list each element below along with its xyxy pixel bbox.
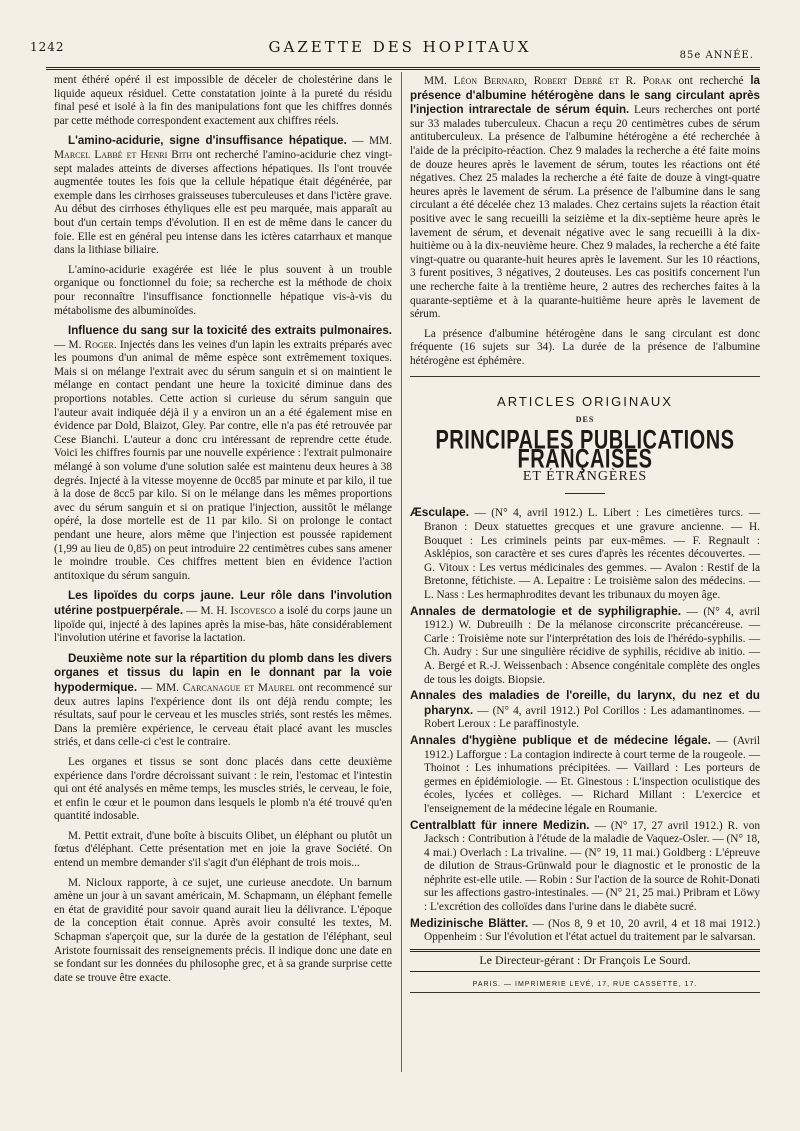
publication-contents: — (Nos 8, 9 et 10, 20 avril, 4 et 18 mai 1912.) Oppenheim : Sur l'évolution et l'état actuel du traitement par le salvarsan. <box>424 917 760 944</box>
paragraph: M. Pettit extrait, d'une boîte à biscuits Olibet, un éléphant ou plutôt un fœtus d'éléphant. Cette présentation met en joie la grave Société. On entend un membre demander s'il s'agit d'un éléphant de trois mois... <box>54 829 392 870</box>
article-amino-acidurie: L'amino-acidurie, signe d'insuffisance hépatique. — MM. Marcel Labbé et Henri Bith ont recherché l'amino-acidurie chez vingt-sept malades atteints de diverses affections hépatiques. Ils l'ont trouvée augmentée toutes les fois que la cellule hépatique était dégénérée, par exemple dans les cirrhoses graisseuses tuberculeuses et dans l'ictère grave. Au début des cirrhoses éthyliques elle est peu marquée, mais apparaît au bout d'un certain temps d'évolution. Il en est de même dans le cancer du foie. Elle est en général peu intense dans les ictères catarrhaux et manque dans la lithiase biliaire. <box>54 134 392 257</box>
section-des: DES <box>575 415 595 425</box>
article-text: ont recherché <box>671 75 751 87</box>
paragraph: ment éthéré opéré il est impossible de déceler de cholestérine dans le liquide aqueux résiduel. Cette constatation jointe à la pureté du résidu final pesé et isolé à la fin des manipulations font que les chiffres donnés par cette méthode correspondent exactement aux chiffres réels. <box>54 74 392 127</box>
article-authors: MM. Léon Bernard, Robert Debré et R. Porak <box>424 75 672 87</box>
publication-contents: — (Avril 1912.) Lafforgue : La contagion indirecte à court terme de la rougeole. — Thoinot : Les inhumations précipitées. — Vaillard : Les porteurs de germes en épidémiologie. — Et. Ginestous : L'inspection oculistique des écoles, lycées et collèges. — Richard Millant : L'exercice et l'enseignement de la médecine légale en Roumanie. <box>424 734 760 815</box>
publication-title: Medizinische Blätter. <box>410 915 529 930</box>
publication-list <box>410 506 760 944</box>
publication-contents: — (N° 4, avril 1912.) W. Dubreuilh : De la mélanose circonscrite précancéreuse. — Carle : Troisième note sur l'interprétation des lois de l'hérédo-syphilis. — Ch. Audry : Sur une singulière récidive de syphilis, récidive ab initio. — A. Bergé et R.-J. Weissenbach : Absence congénitale complète des ongles de tous les doigts. Biopsie. <box>424 605 760 686</box>
article-text: ont recommencé sur deux autres lapins l'expérience dont ils ont déjà rendu compte; les résultats, sauf pour le cerveau et les muscles striés, sont restés les mêmes. Dans la première expérience, le cerveau était placé avant les muscles striés, et dans celle-ci c'est le contraire. <box>54 681 392 749</box>
publication-entry <box>410 917 760 945</box>
article-authors: M. H. Iscovesco <box>200 604 276 617</box>
paragraph: M. Nicloux rapporte, à ce sujet, une curieuse anecdote. Un barnum amène un jour à un savant américain, M. Schapmann, un éléphant femelle en état de gravidité pour savoir quand aurait lieu la délivrance. L'époque de la conception était connue. Après avoir consulté les textes, M. Schapman s'aperçoit que, sur la durée de la gestation de l'éléphant, seul Aristote fournissait des renseignements précis. Il indique donc une date en se fondant sur les données du philosophe grec, et à sa grande surprise cette date se trouve être exacte. <box>54 876 392 984</box>
publication-title: Centralblatt für innere Medizin. <box>410 817 590 832</box>
article-text: a isolé du corps jaune un lipoïde qui, injecté à des lapines après la mise-bas, hâte considérablement l'involution utérine et favorise la lactation. <box>54 604 392 645</box>
paragraph: L'amino-acidurie exagérée est liée le plus souvent à un trouble organique ou fonctionnel du foie; sa recherche est la méthode de choix pour reconnaître l'insuffisance fonctionnelle hépatique vis-à-vis du métabolisme des albuminoïdes. <box>54 263 392 317</box>
publication-title: Annales des maladies de l'oreille, du larynx, du nez et du pharynx. <box>410 688 760 717</box>
header-rule <box>46 67 760 70</box>
left-column <box>54 74 392 991</box>
article-plomb: Deuxième note sur la répartition du plomb dans les divers organes et tissus du lapin en le donnant par la voie hypodermique. — MM. Carcanague et Maurel ont recommencé sur deux autres lapins l'expérience dont ils ont déjà rendu compte; les résultats, sauf pour le cerveau et les muscles striés, sont restés les mêmes. Dans la première expérience, le cerveau était placé avant les muscles striés, et dans celle-ci c'est le contraire. <box>54 651 392 749</box>
article-authors: M. Roger. <box>68 338 117 351</box>
paragraph: Les organes et tissus se sont donc placés dans cette deuxième expérience dans l'ordre décroissant suivant : le rein, l'estomac et l'intestin qui ont été analysés en même temps, les muscles striés, le cerveau, le foie, et enfin le cœur et le poumon dans lesquels le plomb n'a été trouvé qu'en quantité indosable. <box>54 755 392 823</box>
publication-contents: — (N° 17, 27 avril 1912.) R. von Jacksch : Contribution à l'étude de la maladie de Vaquez-Osler. — (N° 18, 4 mai.) Overlach : La trivaline. — (N° 19, 11 mai.) Goldberg : L'épreuve de dilution de Straus-Grünwald pour le diagnostic et le pronostic de la néphrite est-elle utile. — Robin : Sur l'action de la source de Rohit-Donati sur les affections gastro-intestinales. — (N° 21, 25 mai.) Pribram et Löwy : L'excrétion des colloïdes dans l'urine dans le diabète sucré. <box>424 819 760 914</box>
publication-entry <box>410 506 760 602</box>
printer-rule <box>410 971 760 972</box>
article-albumine <box>410 74 760 322</box>
publication-title: Æsculape. <box>410 505 470 520</box>
publication-contents: — (N° 4, avril 1912.) L. Libert : Les cimetières turcs. — Branon : Deux statuettes grecques et une gravure ancienne. — H. Bouquet : Les criminels peints par eux-mêmes. — F. Regnault : Asklépios, son caractère et ses cures d'après les récentes découvertes. — G. Vitoux : Les vertus médicinales des gemmes. — Avalon : Restif de la Bretonne, fétichiste. — A. Lepaitre : Le troisième salon des médecins. — L. Nass : Les hermaphrodites devant les tribunaux du moyen âge. <box>424 507 760 601</box>
section-title: PRINCIPALES PUBLICATIONS FRANÇAISES <box>435 425 735 474</box>
article-text: Injectés dans les veines d'un lapin les extraits préparés avec les poumons d'un animal de même espèce sont extrêmement toxiques. Mais si on mélange l'extrait avec du sérum sanguin et si on maintient le mélange en contact pendant une heure la toxicité diminue dans des proportions notables. Cette action si curieuse du sérum sanguin que l'auteur avait indiquée déjà il y a environ un an a été également mise en évidence par Dold, Blaizot, Gley. Par contre, elle n'a pas été retrouvée par Cese Bianchi. L'auteur a donc cru intéressant de reprendre cette étude. Voici les chiffres fournis par une nouvelle expérience : l'extrait pulmonaire mélangé à son volume d'une solution salée est maintenu deux heures à 38 degrés. Injecté à la vitesse moyenne de 0cc85 par minute et par kilo, il tue à la dose de 8cc5 par kilo. Si on le mélange dans les mêmes proportions avec du sérum sanguin et si on pratique l'injection, aussitôt le mélange opéré, la dose mortelle est de 11 par kilo. Si on prolonge le contact pendant une heure, alors même que l'injection est poussée rapidement (1,99 au lieu de 0,85) on peut introduire 22 centimètres cubes sans amener le moindre trouble. Ces chiffres mettent bien en évidence l'action antitoxique du sérum sanguin. <box>54 338 392 582</box>
column-divider <box>401 72 402 1072</box>
footer-rule <box>410 949 760 952</box>
section-heading: ARTICLES ORIGINAUX <box>497 394 673 410</box>
article-text: ont recherché l'amino-acidurie chez vingt-sept malades atteints de diverses affections hépatiques. Ils l'ont trouvée augmentée toutes les fois que la cellule hépatique était dégénérée, par exemple dans les cirrhoses graisseuses tuberculeuses et dans l'ictère grave. Au début des cirrhoses éthyliques elle est peu marquée, mais apparaît au bout d'un certain temps d'évolution. Il en est de même dans le cancer du foie. Elle est en général peu intense dans les ictères catarrhaux et manque dans la lithiase biliaire. <box>54 148 392 257</box>
printer-line: PARIS. — IMPRIMERIE LEVÉ, 17, RUE CASSETTE, 17. <box>472 981 698 989</box>
article-heading: Influence du sang sur la toxicité des extraits pulmonaires. <box>68 324 392 338</box>
right-column <box>410 74 760 993</box>
paragraph: La présence d'albumine hétérogène dans le sang circulant est donc fréquente (16 sujets sur 34). La durée de la présence de l'albumine hétérogène est éphémère. <box>410 327 760 367</box>
section-subtitle: ET ÉTRANGÈRES <box>522 468 648 484</box>
article-heading: Les lipoïdes du corps jaune. Leur rôle dans l'involution utérine postpuerpérale. <box>54 589 392 617</box>
publication-entry <box>410 819 760 915</box>
publication-contents: — (N° 4, avril 1912.) Pol Corillos : Les adamantinomes. — Robert Leroux : Le paraffinostyle. <box>424 704 760 731</box>
article-lipoides: Les lipoïdes du corps jaune. Leur rôle dans l'involution utérine postpuerpérale. — M. H. Iscovesco a isolé du corps jaune un lipoïde qui, injecté à des lapines après la mise-bas, hâte considérablement l'involution utérine et favorise la lactation. <box>54 589 392 645</box>
article-heading: la présence d'albumine hétérogène dans le sang circulant après l'injection intrarectale de sérum équin. <box>410 74 760 117</box>
publication-title: Annales de dermatologie et de syphiligraphie. <box>410 603 682 618</box>
section-banner <box>410 376 760 993</box>
year-label: 85e ANNÉE. <box>679 50 754 61</box>
page-number: 1242 <box>30 40 65 54</box>
article-influence-sang: Influence du sang sur la toxicité des extraits pulmonaires. — M. Roger. Injectés dans les veines d'un lapin les extraits préparés avec les poumons d'un animal de même espèce sont extrêmement toxiques. Mais si on mélange l'extrait avec du sérum sanguin et si on maintient le mélange en contact pendant une heure la toxicité diminue dans des proportions notables. Cette action si curieuse du sérum sanguin que l'auteur avait indiquée déjà il y a environ un an a été également mise en évidence par Dold, Blaizot, Gley. Par contre, elle n'a pas été retrouvée par Cese Bianchi. L'auteur a donc cru intéressant de reprendre cette étude. Voici les chiffres fournis par une nouvelle expérience : l'extrait pulmonaire mélangé à son volume d'une solution salée est maintenu deux heures à 38 degrés. Injecté à la vitesse moyenne de 0cc85 par minute et par kilo, il tue à la dose de 8cc5 par kilo. Si on le mélange dans les mêmes proportions avec du sérum sanguin et si on pratique l'injection, aussitôt le mélange opéré, la dose mortelle est de 11 par kilo. Si on prolonge le contact pendant une heure, alors même que l'injection est poussée rapidement (1,99 au lieu de 0,85) on peut introduire 22 centimètres cubes sans amener le moindre trouble. Ces chiffres mettent bien en évidence l'action antitoxique du sérum sanguin. <box>54 324 392 582</box>
publication-title: Annales d'hygiène publique et de médecine légale. <box>410 732 711 747</box>
director-line: Le Directeur-gérant : Dr François Le Sourd. <box>479 952 691 967</box>
publication-entry <box>410 734 760 817</box>
article-authors: MM. Carcanague et Maurel <box>156 681 295 694</box>
article-heading: Deuxième note sur la répartition du plomb dans les divers organes et tissus du lapin en le donnant par la voie hypodermique. <box>54 651 392 694</box>
short-rule <box>565 493 605 494</box>
journal-title: GAZETTE DES HOPITAUX <box>268 38 532 56</box>
article-text: Leurs recherches ont porté sur 33 malades tuberculeux. Chacun a reçu 20 centimètres cubes de sérum antituberculeux. La présence de l'albumine hétérogène a été recherchée à l'aide de la précipito-réaction. Chez 9 malades la recherche a été faite moins de douze heures après le lavement de sérum, toutes les réactions ont été négatives. Chez 25 malades la recherche a été faite de douze à vingt-quatre heures après le lavement de sérum. La présence de l'albumine dans le sang circulant a été décelée chez 13 malades. Chez certains sujets la réaction était positive avec le sang recueilli la seizième et la dix-septième heure après le lavement de sérum, et devenait négative avec le sang recueilli à la dix-huitième ou à la dix-neuvième heure. Chez 9 malades, la recherche a été faite vingt-quatre ou quarante-huit heures après le lavement. Sur les 10 réactions, 3 furent positives, 3 négatives, 2 douteuses. Les cas positifs concernent l'un une recherche faite à la trentième heure, 2 autres des recherches faites à la quarante-septième et à la quarante-huitième heure après le lavement de sérum. <box>410 104 760 321</box>
article-heading: L'amino-acidurie, signe d'insuffisance hépatique. <box>68 134 347 148</box>
publication-entry <box>410 689 760 732</box>
article-authors: MM. Marcel Labbé et Henri Bith <box>54 135 392 161</box>
publication-entry <box>410 605 760 688</box>
